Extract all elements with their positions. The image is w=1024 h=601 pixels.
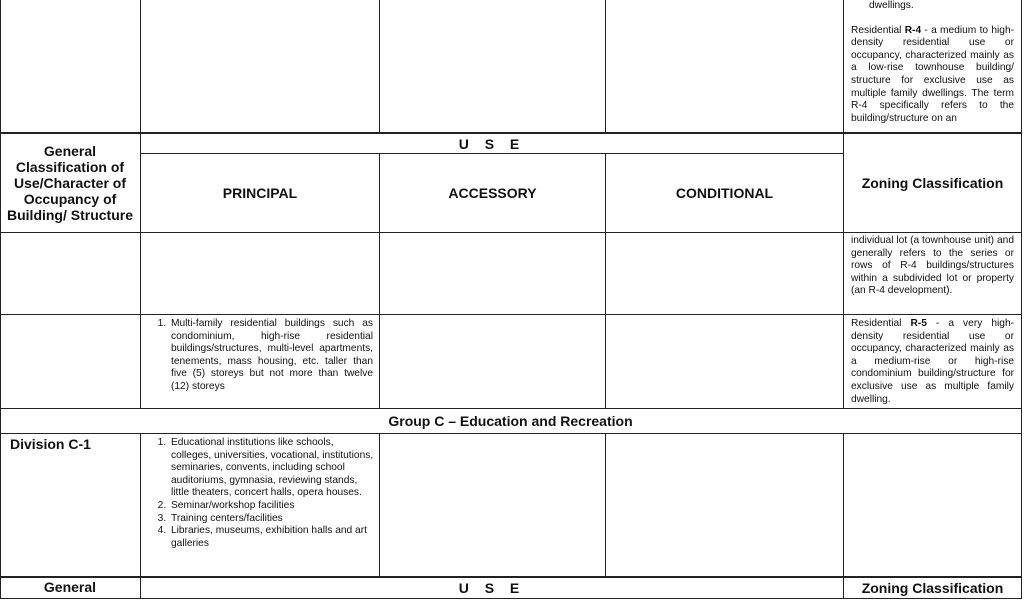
general-footer-header: General bbox=[43, 579, 97, 595]
r5-zoning-cell bbox=[851, 318, 1014, 406]
r4-label-pre: Residential bbox=[851, 24, 905, 36]
rule-row-r4 bbox=[0, 314, 1022, 315]
rule-group-c bbox=[0, 433, 1022, 434]
r5-text: - a very high-density residential use or occupancy, characterized mainly as a medium-rise or high-rise condominium building/structure for exclusive use as multiple family dwelling. bbox=[851, 318, 1015, 405]
r5-principal-list bbox=[143, 318, 373, 394]
top-zoning-prefix: dwellings. bbox=[869, 0, 914, 11]
r4-code: R-4 bbox=[904, 24, 922, 36]
rule-bottom bbox=[0, 598, 1022, 599]
list-item: 4. Libraries, museums, exhibition halls and art galleries bbox=[169, 525, 375, 550]
rule-header-bottom bbox=[0, 232, 1022, 233]
accessory-header: ACCESSORY bbox=[448, 185, 537, 201]
list-item: 1. Educational institutions like schools, colleges, universities, vocational, institutions, seminaries, convents, including school auditoriums, gymnasia, reviewing stands, little theaters, concert halls, opera houses. bbox=[169, 437, 375, 500]
division-c1-principal-list bbox=[143, 437, 375, 550]
group-c-title: Group C – Education and Recreation bbox=[388, 413, 633, 429]
list-item: 2. Seminar/workshop facilities bbox=[169, 500, 375, 513]
r4-continuation: individual lot (a townhouse unit) and generally refers to the series or rows of R-4 buildings/structures within a subdivided lot or property (an R-4 development). bbox=[851, 235, 1014, 297]
rule-right-edge bbox=[1021, 0, 1022, 599]
rule-col-1b bbox=[140, 433, 141, 599]
conditional-header: CONDITIONAL bbox=[675, 185, 774, 201]
top-zoning-cell bbox=[851, 2, 1014, 125]
zoning-classification-header: Zoning Classification bbox=[861, 175, 1004, 191]
zoning-footer-header: Zoning Classification bbox=[861, 580, 1004, 596]
rule-col-2 bbox=[379, 0, 380, 133]
list-item: 1. Multi-family residential buildings such as condominium, high-rise residential buildings/structures, multi-level apartments, tenements, mass housing, etc. taller than five (5) storeys but not more than twelve (12) storeys bbox=[169, 318, 373, 394]
division-c1-label: Division C-1 bbox=[10, 436, 91, 452]
r4-text: - a medium to high-density residential use or occupancy, characterized mainly as a low-rise townhouse building/ structure for exclusive use as multiple family dwellings. The term R-4 specifically refers to the building/structure on an bbox=[851, 24, 1015, 124]
rule-left-edge bbox=[0, 0, 1, 599]
use-footer-header: U S E bbox=[458, 580, 526, 596]
principal-header: PRINCIPAL bbox=[222, 185, 298, 201]
rule-col-3c bbox=[605, 433, 606, 577]
list-item: 3. Training centers/facilities bbox=[169, 513, 375, 526]
division-c1-principal-cell bbox=[143, 437, 375, 550]
r4-description bbox=[851, 25, 1014, 126]
rule-col-3 bbox=[605, 0, 606, 133]
rule-col-2c bbox=[379, 433, 380, 577]
use-header: U S E bbox=[458, 135, 526, 152]
r5-principal-cell bbox=[143, 318, 373, 394]
rule-col-4b bbox=[843, 433, 844, 599]
r5-label-pre: Residential bbox=[851, 318, 911, 329]
general-classification-header: General Classification of Use/Character of Occupancy of Building/ Structure bbox=[7, 142, 133, 223]
r5-code: R-5 bbox=[910, 318, 927, 329]
